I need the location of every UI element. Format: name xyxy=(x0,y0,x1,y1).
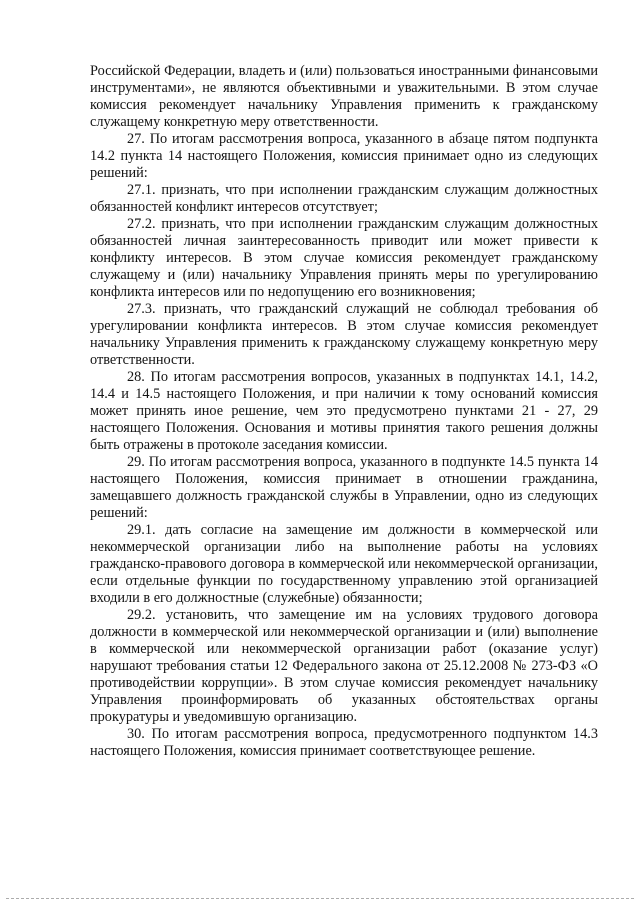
paragraph-27-2: 27.2. признать, что при исполнении гражданским служащим должностных обязанностей личная заинтересованность приводит или может привести к конфликту интересов. В этом случае комиссия рекомендует гражданскому служащему и (или) начальнику Управления принять меры по урегулированию конфликта интересов или по недопущению его возникновения; xyxy=(90,216,598,300)
paragraph-28: 28. По итогам рассмотрения вопросов, указанных в подпунктах 14.1, 14.2, 14.4 и 14.5 настоящего Положения, и при наличии к тому оснований комиссия может принять иное решение, чем это предусмотрено пунктами 21 - 27, 29 настоящего Положения. Основания и мотивы принятия такого решения должны быть отражены в протоколе заседания комиссии. xyxy=(90,369,598,453)
paragraph-29-1: 29.1. дать согласие на замещение им должности в коммерческой или некоммерческой организации либо на выполнение работы на условиях гражданско-правового договора в коммерческой или некоммерческой организации, если отдельные функции по государственному управлению этой организацией входили в его должностные (служебные) обязанности; xyxy=(90,522,598,606)
paragraph-27: 27. По итогам рассмотрения вопроса, указанного в абзаце пятом подпункта 14.2 пункта 14 настоящего Положения, комиссия принимает одно из следующих решений: xyxy=(90,131,598,181)
document-body xyxy=(90,63,598,760)
paragraph-continuation: Российской Федерации, владеть и (или) пользоваться иностранными финансовыми инструментами», не являются объективными и уважительными. В этом случае комиссия рекомендует начальнику Управления применить к гражданскому служащему конкретную меру ответственности. xyxy=(90,63,598,130)
paragraph-29-2: 29.2. установить, что замещение им на условиях трудового договора должности в коммерческой или некоммерческой организации и (или) выполнение в коммерческой или некоммерческой организации работ (оказание услуг) нарушают требования статьи 12 Федерального закона от 25.12.2008 № 273-ФЗ «О противодействии коррупции». В этом случае комиссия рекомендует начальнику Управления проинформировать об указанных обстоятельствах органы прокуратуры и уведомившую организацию. xyxy=(90,607,598,725)
page-bottom-edge xyxy=(6,898,634,899)
paragraph-29: 29. По итогам рассмотрения вопроса, указанного в подпункте 14.5 пункта 14 настоящего Положения, комиссия принимает в отношении гражданина, замещавшего должность гражданской службы в Управлении, одно из следующих решений: xyxy=(90,454,598,521)
paragraph-30: 30. По итогам рассмотрения вопроса, предусмотренного подпунктом 14.3 настоящего Положения, комиссия принимает соответствующее решение. xyxy=(90,726,598,759)
paragraph-27-3: 27.3. признать, что гражданский служащий не соблюдал требования об урегулировании конфликта интересов. В этом случае комиссия рекомендует начальнику Управления применить к гражданскому служащему конкретную меру ответственности. xyxy=(90,301,598,368)
paragraph-27-1: 27.1. признать, что при исполнении гражданским служащим должностных обязанностей конфликт интересов отсутствует; xyxy=(90,182,598,215)
